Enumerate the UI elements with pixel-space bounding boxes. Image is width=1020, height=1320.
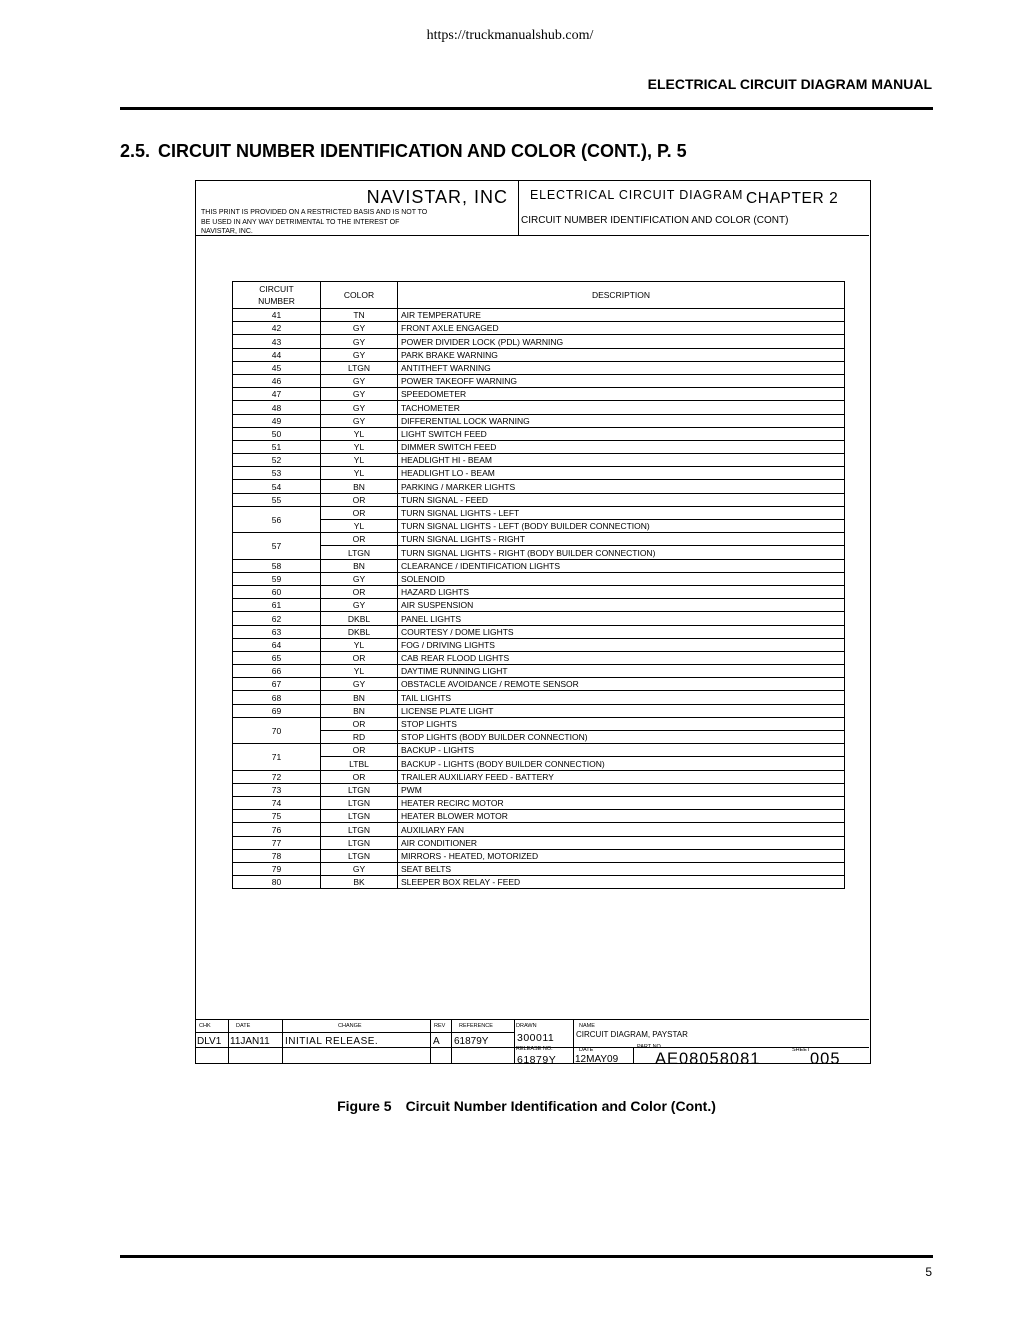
circuit-number-cell: 66 xyxy=(233,665,321,678)
color-code-cell: YL xyxy=(321,440,398,453)
description-cell: SEAT BELTS xyxy=(398,862,845,875)
label-name: NAME xyxy=(579,1023,595,1029)
table-row xyxy=(233,388,845,401)
value-drawn: 300011 xyxy=(517,1032,555,1044)
table-row xyxy=(233,454,845,467)
color-code-cell: BN xyxy=(321,704,398,717)
circuit-number-cell: 44 xyxy=(233,348,321,361)
table-row xyxy=(233,796,845,809)
description-cell: CAB REAR FLOOD LIGHTS xyxy=(398,651,845,664)
circuit-number-cell: 70 xyxy=(233,717,321,743)
header-circuit-number: CIRCUIT NUMBER xyxy=(233,282,321,309)
circuit-number-cell: 65 xyxy=(233,651,321,664)
chapter-label: CHAPTER 2 xyxy=(746,190,839,207)
color-code-cell: OR xyxy=(321,651,398,664)
circuit-number-cell: 62 xyxy=(233,612,321,625)
figure-label: Figure 5 xyxy=(337,1098,392,1114)
color-code-cell: GY xyxy=(321,374,398,387)
label-date: DATE xyxy=(236,1023,251,1029)
description-cell: TAIL LIGHTS xyxy=(398,691,845,704)
description-cell: STOP LIGHTS xyxy=(398,717,845,730)
description-cell: BACKUP - LIGHTS (BODY BUILDER CONNECTION) xyxy=(398,757,845,770)
circuit-number-cell: 49 xyxy=(233,414,321,427)
table-row xyxy=(233,506,845,519)
color-code-cell: RD xyxy=(321,731,398,744)
table-row xyxy=(233,810,845,823)
description-cell: AIR TEMPERATURE xyxy=(398,309,845,322)
circuit-number-cell: 75 xyxy=(233,810,321,823)
description-cell: MIRRORS - HEATED, MOTORIZED xyxy=(398,849,845,862)
description-cell: SLEEPER BOX RELAY - FEED xyxy=(398,876,845,889)
description-cell: ANTITHEFT WARNING xyxy=(398,361,845,374)
label-release-date: DATE xyxy=(579,1047,594,1053)
circuit-number-cell: 77 xyxy=(233,836,321,849)
color-code-cell: YL xyxy=(321,665,398,678)
table-row xyxy=(233,533,845,546)
circuit-number-cell: 63 xyxy=(233,625,321,638)
color-code-cell: LTGN xyxy=(321,823,398,836)
table-row xyxy=(233,862,845,875)
color-code-cell: BN xyxy=(321,480,398,493)
manual-title: ELECTRICAL CIRCUIT DIAGRAM MANUAL xyxy=(647,76,932,92)
value-change: INITIAL RELEASE. xyxy=(285,1036,379,1047)
table-row xyxy=(233,651,845,664)
description-cell: HEADLIGHT HI - BEAM xyxy=(398,454,845,467)
table-header-row xyxy=(233,282,845,309)
color-code-cell: LTGN xyxy=(321,849,398,862)
color-code-cell: YL xyxy=(321,467,398,480)
color-code-cell: OR xyxy=(321,717,398,730)
table-row xyxy=(233,572,845,585)
circuit-number-cell: 74 xyxy=(233,796,321,809)
label-part-no: PART NO. xyxy=(637,1044,663,1050)
description-cell: FOG / DRIVING LIGHTS xyxy=(398,638,845,651)
circuit-number-cell: 46 xyxy=(233,374,321,387)
circuit-number-cell: 73 xyxy=(233,783,321,796)
section-number: 2.5. xyxy=(120,141,151,161)
circuit-number-cell: 57 xyxy=(233,533,321,559)
table-row xyxy=(233,665,845,678)
revision-block-top-rule xyxy=(196,1019,869,1020)
description-cell: CLEARANCE / IDENTIFICATION LIGHTS xyxy=(398,559,845,572)
table-row xyxy=(233,770,845,783)
color-code-cell: BK xyxy=(321,876,398,889)
description-cell: SPEEDOMETER xyxy=(398,388,845,401)
circuit-number-cell: 78 xyxy=(233,849,321,862)
value-sheet: 005 xyxy=(810,1050,841,1068)
value-name: CIRCUIT DIAGRAM, PAYSTAR xyxy=(576,1030,688,1039)
table-row xyxy=(233,467,845,480)
table-row xyxy=(233,638,845,651)
color-code-cell: GY xyxy=(321,572,398,585)
color-code-cell: LTGN xyxy=(321,546,398,559)
table-row xyxy=(233,836,845,849)
color-code-cell: LTGN xyxy=(321,783,398,796)
table-row xyxy=(233,322,845,335)
description-cell: TURN SIGNAL LIGHTS - LEFT (BODY BUILDER CONNECTION) xyxy=(398,520,845,533)
color-code-cell: YL xyxy=(321,520,398,533)
description-cell: AIR SUSPENSION xyxy=(398,599,845,612)
circuit-number-cell: 47 xyxy=(233,388,321,401)
color-code-cell: OR xyxy=(321,770,398,783)
diagram-subtitle: CIRCUIT NUMBER IDENTIFICATION AND COLOR (CONT) xyxy=(521,215,789,226)
table-row xyxy=(233,427,845,440)
company-name: NAVISTAR, INC xyxy=(366,187,508,207)
color-code-cell: YL xyxy=(321,454,398,467)
value-part-no: AE08058081 xyxy=(655,1050,761,1068)
table-row xyxy=(233,546,845,559)
color-code-cell: LTGN xyxy=(321,361,398,374)
circuit-number-cell: 52 xyxy=(233,454,321,467)
table-row xyxy=(233,309,845,322)
description-cell: AUXILIARY FAN xyxy=(398,823,845,836)
color-code-cell: YL xyxy=(321,638,398,651)
circuit-number-cell: 41 xyxy=(233,309,321,322)
description-cell: TURN SIGNAL - FEED xyxy=(398,493,845,506)
table-row xyxy=(233,348,845,361)
circuit-number-cell: 53 xyxy=(233,467,321,480)
label-drawn: DRAWN xyxy=(516,1023,537,1029)
table-row xyxy=(233,374,845,387)
color-code-cell: BN xyxy=(321,559,398,572)
color-code-cell: GY xyxy=(321,414,398,427)
description-cell: PWM xyxy=(398,783,845,796)
table-row xyxy=(233,757,845,770)
circuit-number-cell: 69 xyxy=(233,704,321,717)
description-cell: FRONT AXLE ENGAGED xyxy=(398,322,845,335)
color-code-cell: LTBL xyxy=(321,757,398,770)
value-rev: A xyxy=(433,1036,440,1047)
circuit-number-cell: 76 xyxy=(233,823,321,836)
color-code-cell: OR xyxy=(321,744,398,757)
description-cell: POWER TAKEOFF WARNING xyxy=(398,374,845,387)
description-cell: LIGHT SWITCH FEED xyxy=(398,427,845,440)
table-row xyxy=(233,823,845,836)
table-row xyxy=(233,599,845,612)
circuit-number-cell: 50 xyxy=(233,427,321,440)
circuit-number-cell: 72 xyxy=(233,770,321,783)
color-code-cell: GY xyxy=(321,348,398,361)
page-number: 5 xyxy=(925,1265,932,1279)
color-code-cell: LTGN xyxy=(321,796,398,809)
color-code-cell: GY xyxy=(321,322,398,335)
label-sheet: SHEET xyxy=(792,1047,811,1053)
table-row xyxy=(233,493,845,506)
description-cell: TURN SIGNAL LIGHTS - RIGHT (BODY BUILDER CONNECTION) xyxy=(398,546,845,559)
color-code-cell: LTGN xyxy=(321,836,398,849)
description-cell: OBSTACLE AVOIDANCE / REMOTE SENSOR xyxy=(398,678,845,691)
table-row xyxy=(233,612,845,625)
color-code-cell: TN xyxy=(321,309,398,322)
color-code-cell: GY xyxy=(321,335,398,348)
color-code-cell: YL xyxy=(321,427,398,440)
table-row xyxy=(233,731,845,744)
color-code-cell: GY xyxy=(321,388,398,401)
circuit-number-cell: 60 xyxy=(233,585,321,598)
circuit-number-cell: 68 xyxy=(233,691,321,704)
description-cell: HEATER BLOWER MOTOR xyxy=(398,810,845,823)
circuit-number-cell: 71 xyxy=(233,744,321,770)
table-row xyxy=(233,876,845,889)
table-row xyxy=(233,783,845,796)
color-code-cell: GY xyxy=(321,599,398,612)
color-code-cell: OR xyxy=(321,506,398,519)
description-cell: SOLENOID xyxy=(398,572,845,585)
color-code-cell: OR xyxy=(321,533,398,546)
figure-caption xyxy=(0,1098,1020,1114)
description-cell: TURN SIGNAL LIGHTS - RIGHT xyxy=(398,533,845,546)
description-cell: PANEL LIGHTS xyxy=(398,612,845,625)
color-code-cell: LTGN xyxy=(321,810,398,823)
color-code-cell: GY xyxy=(321,862,398,875)
circuit-number-cell: 56 xyxy=(233,506,321,532)
description-cell: TURN SIGNAL LIGHTS - LEFT xyxy=(398,506,845,519)
header-description: DESCRIPTION xyxy=(398,282,845,309)
table-row xyxy=(233,678,845,691)
color-code-cell: BN xyxy=(321,691,398,704)
label-change: CHANGE xyxy=(338,1023,362,1029)
color-code-cell: DKBL xyxy=(321,625,398,638)
section-title: CIRCUIT NUMBER IDENTIFICATION AND COLOR (CONT.), P. 5 xyxy=(158,141,687,161)
circuit-table xyxy=(232,281,845,889)
description-cell: DAYTIME RUNNING LIGHT xyxy=(398,665,845,678)
label-chk: CHK xyxy=(199,1023,211,1029)
color-code-cell: GY xyxy=(321,401,398,414)
description-cell: HAZARD LIGHTS xyxy=(398,585,845,598)
circuit-number-cell: 61 xyxy=(233,599,321,612)
label-reference: REFERENCE xyxy=(459,1023,493,1029)
color-code-cell: DKBL xyxy=(321,612,398,625)
diagram-title: ELECTRICAL CIRCUIT DIAGRAM xyxy=(530,188,744,202)
section-heading xyxy=(120,141,687,162)
table-row xyxy=(233,704,845,717)
title-block-divider xyxy=(518,181,519,235)
value-reference: 61879Y xyxy=(454,1036,489,1047)
color-code-cell: OR xyxy=(321,493,398,506)
circuit-number-cell: 48 xyxy=(233,401,321,414)
table-row xyxy=(233,585,845,598)
table-row xyxy=(233,849,845,862)
label-release-no: RELEASE NO. xyxy=(516,1046,553,1052)
circuit-number-cell: 43 xyxy=(233,335,321,348)
circuit-number-cell: 64 xyxy=(233,638,321,651)
description-cell: TRAILER AUXILIARY FEED - BATTERY xyxy=(398,770,845,783)
circuit-diagram-sheet xyxy=(195,180,871,1068)
circuit-number-cell: 51 xyxy=(233,440,321,453)
circuit-number-cell: 58 xyxy=(233,559,321,572)
description-cell: TACHOMETER xyxy=(398,401,845,414)
color-code-cell: OR xyxy=(321,585,398,598)
footer-rule xyxy=(120,1255,933,1258)
table-row xyxy=(233,559,845,572)
table-row xyxy=(233,480,845,493)
description-cell: COURTESY / DOME LIGHTS xyxy=(398,625,845,638)
circuit-number-cell: 55 xyxy=(233,493,321,506)
table-row xyxy=(233,401,845,414)
value-release-date: 12MAY09 xyxy=(575,1054,619,1065)
value-chk: DLV1 xyxy=(197,1036,222,1047)
table-row xyxy=(233,361,845,374)
circuit-number-cell: 79 xyxy=(233,862,321,875)
circuit-number-cell: 59 xyxy=(233,572,321,585)
circuit-number-cell: 67 xyxy=(233,678,321,691)
restricted-notice: THIS PRINT IS PROVIDED ON A RESTRICTED BASIS AND IS NOT TO BE USED IN ANY WAY DETRIMENTAL TO THE INTEREST OF NAVISTAR, INC. xyxy=(201,209,428,235)
table-row xyxy=(233,625,845,638)
description-cell: PARK BRAKE WARNING xyxy=(398,348,845,361)
circuit-number-cell: 80 xyxy=(233,876,321,889)
header-color: COLOR xyxy=(321,282,398,309)
table-row xyxy=(233,440,845,453)
circuit-number-cell: 45 xyxy=(233,361,321,374)
value-date: 11JAN11 xyxy=(230,1036,270,1047)
header-rule xyxy=(120,107,933,110)
table-row xyxy=(233,335,845,348)
description-cell: DIFFERENTIAL LOCK WARNING xyxy=(398,414,845,427)
circuit-number-cell: 54 xyxy=(233,480,321,493)
source-url[interactable]: https://truckmanualshub.com/ xyxy=(426,28,594,43)
description-cell: STOP LIGHTS (BODY BUILDER CONNECTION) xyxy=(398,731,845,744)
description-cell: HEADLIGHT LO - BEAM xyxy=(398,467,845,480)
table-row xyxy=(233,520,845,533)
description-cell: BACKUP - LIGHTS xyxy=(398,744,845,757)
description-cell: DIMMER SWITCH FEED xyxy=(398,440,845,453)
description-cell: PARKING / MARKER LIGHTS xyxy=(398,480,845,493)
description-cell: HEATER RECIRC MOTOR xyxy=(398,796,845,809)
table-row xyxy=(233,717,845,730)
circuit-number-cell: 42 xyxy=(233,322,321,335)
color-code-cell: GY xyxy=(321,678,398,691)
description-cell: POWER DIVIDER LOCK (PDL) WARNING xyxy=(398,335,845,348)
figure-text: Circuit Number Identification and Color (Cont.) xyxy=(405,1098,716,1114)
table-row xyxy=(233,691,845,704)
value-release-no: 61879Y xyxy=(517,1054,557,1066)
label-rev: REV xyxy=(434,1023,446,1029)
description-cell: AIR CONDITIONER xyxy=(398,836,845,849)
description-cell: LICENSE PLATE LIGHT xyxy=(398,704,845,717)
table-row xyxy=(233,414,845,427)
table-row xyxy=(233,744,845,757)
